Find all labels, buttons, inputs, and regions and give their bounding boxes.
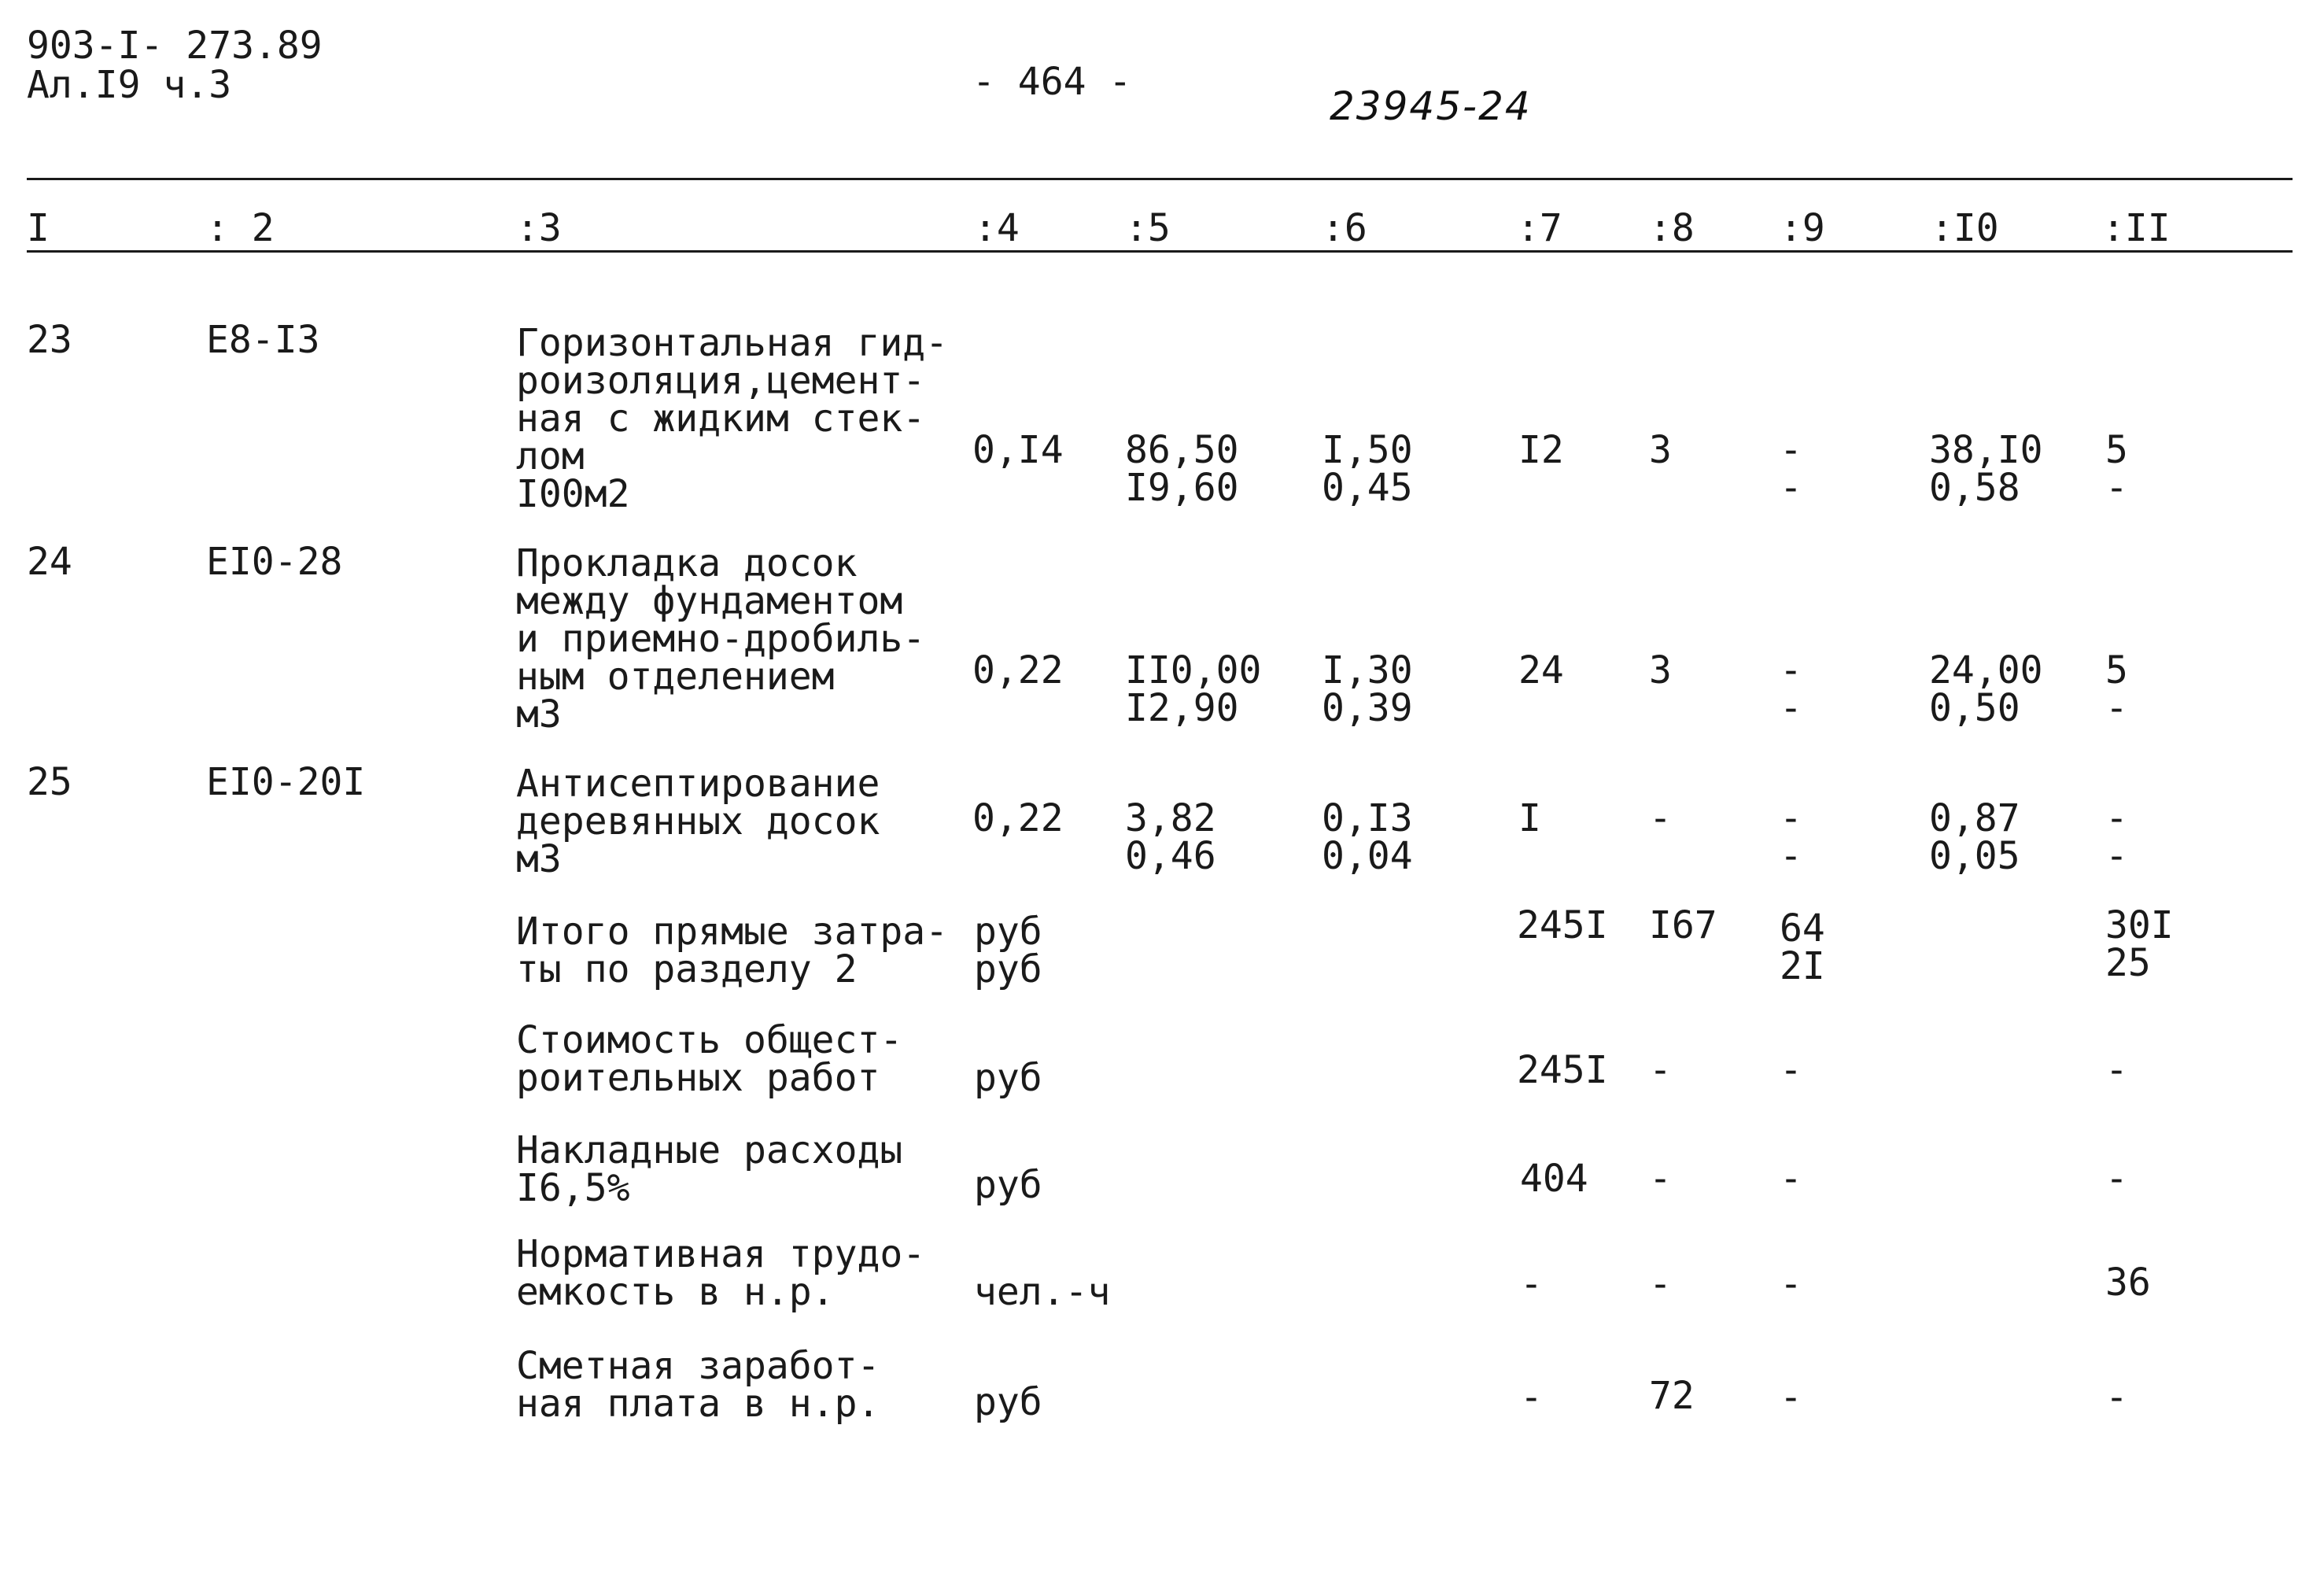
column-header-8: :8 xyxy=(1649,206,1695,250)
page-number: - 464 - xyxy=(972,60,1132,104)
row-number: 24 xyxy=(27,540,72,584)
row-labor-total: 5 - xyxy=(2105,648,2128,730)
column-header-7: :7 xyxy=(1517,206,1562,250)
row-code: EI0-28 xyxy=(206,540,343,584)
summary-labor-total: 30I 25 xyxy=(2105,903,2174,985)
column-header-11: :II xyxy=(2102,206,2171,250)
row-labor-total: 5 - xyxy=(2105,428,2128,510)
row-description: Горизонтальная гид- роизоляция,цемент- ная с жидким стек- лом I00м2 xyxy=(516,321,949,516)
column-header-3: :3 xyxy=(516,206,562,250)
column-header-2: : 2 xyxy=(206,206,275,250)
summary-labor-total: 36 xyxy=(2105,1261,2151,1305)
row-quantity: 0,I4 xyxy=(972,428,1064,472)
summary-labor-total: - xyxy=(2105,1157,2128,1201)
column-header-9: :9 xyxy=(1780,206,1825,250)
summary-description: Стоимость общест- роительных работ xyxy=(516,1018,903,1100)
row-description: Антисептирование деревянных досок м3 xyxy=(516,762,880,881)
row-number: 25 xyxy=(27,760,72,804)
row-cost-machines: I,50 0,45 xyxy=(1322,428,1413,510)
summary-machine-wages: 64 2I xyxy=(1780,906,1825,988)
summary-total-cost: 245I xyxy=(1517,903,1608,947)
summary-unit: руб xyxy=(974,1380,1042,1424)
summary-total-cost: 404 xyxy=(1520,1157,1588,1201)
summary-total-cost: - xyxy=(1520,1375,1543,1419)
row-total-cost: I xyxy=(1518,796,1541,840)
summary-machine-wages: - xyxy=(1780,1048,1802,1092)
summary-labor-total: - xyxy=(2105,1048,2128,1092)
summary-wages: - xyxy=(1649,1048,1672,1092)
column-header-1: I xyxy=(27,206,50,250)
summary-description: Итого прямые затра- ты по разделу 2 xyxy=(516,910,949,991)
row-wages: 3 xyxy=(1649,428,1672,472)
summary-unit: руб xyxy=(974,1163,1042,1207)
summary-labor-total: - xyxy=(2105,1375,2128,1419)
row-labor-unit: 24,00 0,50 xyxy=(1929,648,2043,730)
row-labor-unit: 0,87 0,05 xyxy=(1929,796,2020,878)
summary-machine-wages: - xyxy=(1780,1262,1802,1306)
summary-machine-wages: - xyxy=(1780,1375,1802,1419)
row-machine-wages: - - xyxy=(1780,648,1802,730)
row-total-cost: I2 xyxy=(1518,428,1564,472)
header-bottom-rule xyxy=(27,250,2293,253)
row-labor-unit: 38,I0 0,58 xyxy=(1929,428,2043,510)
row-machine-wages: - - xyxy=(1780,796,1802,878)
row-cost-total: 86,50 I9,60 xyxy=(1125,428,1239,510)
summary-wages: I67 xyxy=(1649,903,1717,947)
row-total-cost: 24 xyxy=(1518,648,1564,692)
summary-unit: руб xyxy=(974,1056,1042,1100)
column-header-4: :4 xyxy=(974,206,1020,250)
summary-description: Нормативная трудо- емкость в н.р. xyxy=(516,1232,926,1314)
row-quantity: 0,22 xyxy=(972,796,1064,840)
row-cost-machines: I,30 0,39 xyxy=(1322,648,1413,730)
summary-description: Накладные расходы I6,5% xyxy=(516,1128,903,1210)
row-labor-total: - - xyxy=(2105,796,2128,878)
album-label: Ал.I9 ч.3 xyxy=(27,63,232,107)
summary-total-cost: - xyxy=(1520,1262,1543,1306)
header-top-rule xyxy=(27,178,2293,180)
row-code: E8-I3 xyxy=(206,318,320,362)
row-quantity: 0,22 xyxy=(972,648,1064,692)
row-wages: 3 xyxy=(1649,648,1672,692)
summary-unit: чел.-ч xyxy=(974,1270,1111,1314)
summary-total-cost: 245I xyxy=(1517,1048,1608,1092)
column-header-10: :I0 xyxy=(1931,206,1999,250)
summary-wages: - xyxy=(1649,1157,1672,1201)
row-machine-wages: - - xyxy=(1780,428,1802,510)
summary-machine-wages: - xyxy=(1780,1157,1802,1201)
summary-wages: - xyxy=(1649,1262,1672,1306)
column-header-6: :6 xyxy=(1322,206,1367,250)
row-number: 23 xyxy=(27,318,72,362)
column-header-5: :5 xyxy=(1125,206,1171,250)
summary-description: Сметная заработ- ная плата в н.р. xyxy=(516,1344,880,1426)
row-code: EI0-20I xyxy=(206,760,366,804)
summary-unit: руб руб xyxy=(974,910,1042,991)
document-code: 903-I- 273.89 xyxy=(27,24,323,68)
row-cost-total: 3,82 0,46 xyxy=(1125,796,1216,878)
row-cost-machines: 0,I3 0,04 xyxy=(1322,796,1413,878)
row-cost-total: II0,00 I2,90 xyxy=(1125,648,1262,730)
handwritten-inventory-number: 23945-24 xyxy=(1330,83,1532,129)
row-wages: - xyxy=(1649,796,1672,840)
row-description: Прокладка досок между фундаментом и приемно-дробиль- ным отделением м3 xyxy=(516,541,926,736)
summary-wages: 72 xyxy=(1649,1374,1695,1418)
